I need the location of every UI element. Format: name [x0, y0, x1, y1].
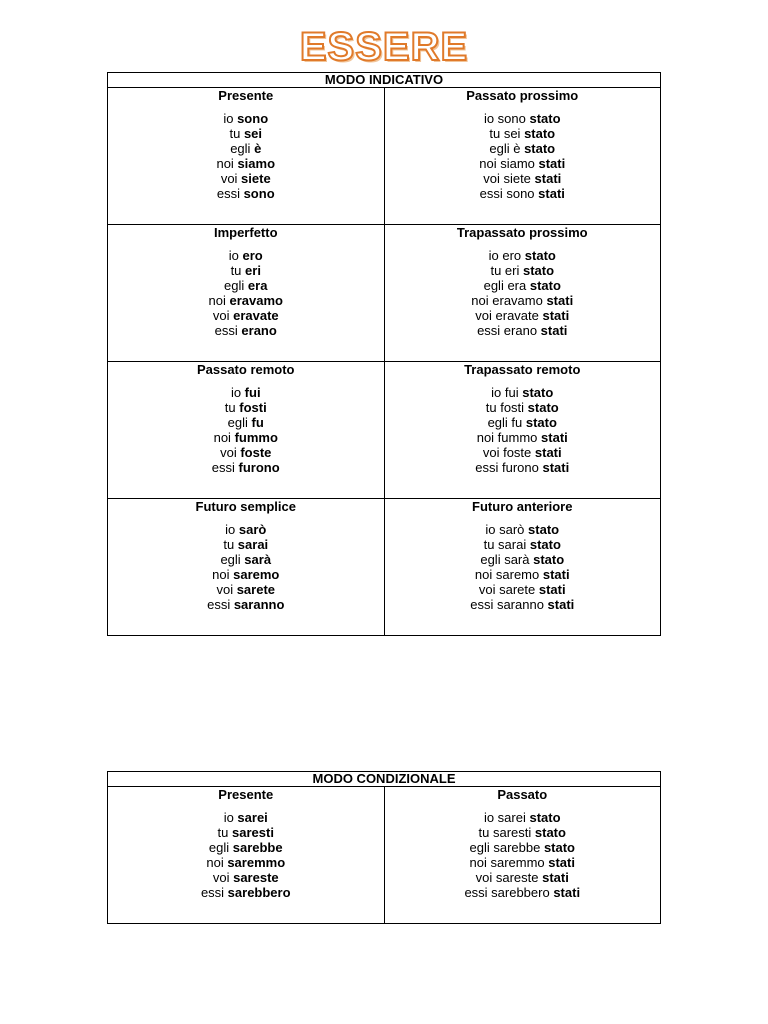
conjugation-line [108, 430, 384, 445]
conjugation-form: sarai [237, 537, 269, 552]
conjugation-prefix: tu fosti [485, 400, 528, 415]
conjugation-prefix: io sarei [483, 810, 530, 825]
conjugation-form: stato [527, 400, 559, 415]
conjugation-line [385, 522, 661, 537]
tense-cell-imperfetto [108, 225, 385, 362]
conjugation-line [108, 885, 384, 900]
conjugation-line [385, 186, 661, 201]
conjugation-prefix: essi erano [477, 323, 541, 338]
conjugation-prefix: tu sei [489, 126, 525, 141]
conjugation-prefix: voi sarete [478, 582, 539, 597]
conjugation-form: stati [534, 445, 562, 460]
conjugation-prefix: noi [213, 430, 235, 445]
conjugation-prefix: voi [212, 870, 234, 885]
conjugation-line [108, 460, 384, 475]
tense-cell-trapassato-remoto [384, 362, 661, 499]
conjugation-prefix: essi [207, 597, 234, 612]
conjugation-form: siamo [237, 156, 276, 171]
conjugation-form: siete [241, 171, 271, 186]
conjugation-prefix: voi [212, 308, 234, 323]
conjugation-form: stato [534, 825, 566, 840]
conjugation-form: stati [538, 186, 565, 201]
conjugation-line [108, 840, 384, 855]
conjugation-form: furono [238, 460, 280, 475]
conjugation-form: stato [529, 537, 561, 552]
tense-row [108, 225, 661, 362]
indicativo-header-row [108, 73, 661, 88]
conjugation-line [108, 308, 384, 323]
tense-name: Presente [218, 787, 274, 802]
conjugation-line [108, 445, 384, 460]
conjugation-line [385, 171, 661, 186]
conjugation-form: stato [525, 415, 557, 430]
conjugation-prefix: egli [224, 278, 248, 293]
conjugation-form: stati [540, 323, 568, 338]
conjugation-form: stati [538, 582, 566, 597]
conjugation-prefix: io sarò [485, 522, 529, 537]
conjugation-form: sarei [237, 810, 268, 825]
conjugation-prefix: noi siamo [479, 156, 539, 171]
conjugation-form: sarete [236, 582, 276, 597]
conjugation-line [385, 855, 661, 870]
conjugation-line [385, 248, 661, 263]
conjugation-line [385, 278, 661, 293]
conjugation-prefix: essi sarebbero [464, 885, 554, 900]
conjugation-prefix: egli sarà [480, 552, 534, 567]
conjugation-prefix: voi [216, 582, 237, 597]
conjugation-form: stato [522, 385, 554, 400]
conjugation-line [108, 385, 384, 400]
conjugation-line [108, 400, 384, 415]
conjugation-form: eravate [233, 308, 279, 323]
conjugation-line [108, 537, 384, 552]
tense-cell-passato-remoto [108, 362, 385, 499]
tense-row [108, 88, 661, 225]
conjugation-form: fummo [234, 430, 278, 445]
conjugation-line [385, 156, 661, 171]
conjugation-form: fui [244, 385, 261, 400]
conjugation-line [385, 263, 661, 278]
conjugation-form: stato [528, 522, 560, 537]
conjugation-line [108, 870, 384, 885]
conjugation-prefix: essi [216, 186, 244, 201]
conjugation-line [108, 293, 384, 308]
modo-indicativo-table [107, 72, 661, 636]
conjugation-prefix: io [223, 111, 238, 126]
conjugation-line [385, 537, 661, 552]
conjugation-form: sareste [233, 870, 279, 885]
conjugation-form: ero [242, 248, 263, 263]
tense-row [108, 499, 661, 636]
conjugation-line [385, 445, 661, 460]
conjugation-line [385, 552, 661, 567]
condizionale-body [108, 772, 661, 924]
conjugation-prefix: egli è [489, 141, 525, 156]
modo-condizionale-table [107, 771, 661, 924]
conjugation-prefix: voi [220, 445, 241, 460]
conjugation-form: stati [553, 885, 581, 900]
conjugation-form: stato [529, 111, 561, 126]
conjugation-form: foste [240, 445, 272, 460]
tense-cell-condizionale-passato [384, 787, 661, 924]
conjugation-prefix: tu eri [490, 263, 523, 278]
conjugation-prefix: io [223, 810, 238, 825]
tense-row [108, 362, 661, 499]
conjugation-line [108, 111, 384, 126]
conjugation-prefix: egli [227, 415, 252, 430]
tense-name: Passato remoto [196, 362, 295, 377]
conjugation-form: sarebbero [227, 885, 291, 900]
conjugation-form: sono [237, 111, 269, 126]
tense-name: Passato [497, 787, 548, 802]
conjugation-form: stati [548, 855, 575, 870]
conjugation-prefix: voi eravate [475, 308, 543, 323]
mode-header: MODO INDICATIVO [108, 73, 661, 88]
conjugation-line [385, 597, 661, 612]
conjugation-line [108, 186, 384, 201]
conjugation-line [108, 156, 384, 171]
mode-header: MODO CONDIZIONALE [108, 772, 661, 787]
conjugation-list [108, 385, 384, 475]
conjugation-form: stato [529, 810, 561, 825]
tense-cell-futuro-semplice [108, 499, 385, 636]
conjugation-prefix: tu [229, 126, 244, 141]
conjugation-prefix: tu [223, 537, 238, 552]
conjugation-line [385, 430, 661, 445]
conjugation-form: stato [522, 263, 555, 278]
conjugation-line [385, 141, 661, 156]
conjugation-list [385, 385, 661, 475]
conjugation-line [385, 415, 661, 430]
conjugation-form: stati [542, 308, 570, 323]
conjugation-form: stati [542, 567, 570, 582]
conjugation-line [385, 885, 661, 900]
conjugation-prefix: io [230, 385, 245, 400]
conjugation-line [108, 263, 384, 278]
conjugation-prefix: essi [200, 885, 228, 900]
conjugation-form: fosti [239, 400, 267, 415]
conjugation-line [385, 567, 661, 582]
conjugation-prefix: egli fu [487, 415, 526, 430]
tense-cell-condizionale-presente [108, 787, 385, 924]
tense-cell-passato-prossimo [384, 88, 661, 225]
conjugation-line [108, 582, 384, 597]
tense-cell-presente [108, 88, 385, 225]
conjugation-form: stati [538, 156, 566, 171]
conjugation-list [385, 248, 661, 338]
conjugation-form: sarò [238, 522, 267, 537]
conjugation-line [108, 126, 384, 141]
conjugation-line [108, 810, 384, 825]
conjugation-form: sarebbe [232, 840, 283, 855]
conjugation-line [108, 567, 384, 582]
conjugation-form: eravamo [229, 293, 283, 308]
conjugation-prefix: voi sareste [475, 870, 543, 885]
conjugation-list [108, 111, 384, 201]
tense-name: Passato prossimo [466, 88, 579, 103]
conjugation-form: stati [542, 460, 570, 475]
conjugation-prefix: noi saremmo [469, 855, 549, 870]
conjugation-prefix: essi [214, 323, 242, 338]
conjugation-prefix: voi siete [483, 171, 535, 186]
conjugation-line [385, 810, 661, 825]
conjugation-prefix: egli [208, 840, 233, 855]
conjugation-prefix: io [228, 248, 243, 263]
conjugation-line [108, 278, 384, 293]
conjugation-form: stati [534, 171, 562, 186]
tense-cell-trapassato-prossimo [384, 225, 661, 362]
conjugation-form: stato [524, 141, 556, 156]
conjugation-form: stati [541, 430, 568, 445]
conjugation-form: stato [529, 278, 561, 293]
conjugation-prefix: noi [208, 293, 230, 308]
conjugation-prefix: egli [220, 552, 245, 567]
conjugation-prefix: voi [220, 171, 242, 186]
tense-name: Trapassato prossimo [456, 225, 588, 240]
conjugation-line [385, 111, 661, 126]
conjugation-form: è [254, 141, 262, 156]
conjugation-line [108, 415, 384, 430]
conjugation-form: stati [547, 597, 575, 612]
conjugation-prefix: egli era [483, 278, 530, 293]
conjugation-prefix: egli sarebbe [469, 840, 544, 855]
conjugation-prefix: noi [212, 567, 234, 582]
tense-name: Futuro anteriore [472, 499, 573, 514]
conjugation-form: erano [241, 323, 277, 338]
conjugation-prefix: tu [224, 400, 240, 415]
conjugation-form: saremmo [227, 855, 286, 870]
conjugation-form: stato [524, 126, 556, 141]
tense-row [108, 787, 661, 924]
conjugation-prefix: io [225, 522, 239, 537]
conjugation-form: eri [245, 263, 261, 278]
indicativo-body [108, 73, 661, 636]
conjugation-list [108, 810, 384, 900]
conjugation-prefix: io fui [491, 385, 523, 400]
conjugation-form: stati [546, 293, 574, 308]
conjugation-form: fu [251, 415, 264, 430]
conjugation-line [385, 460, 661, 475]
conjugation-prefix: essi [211, 460, 239, 475]
conjugation-prefix: essi saranno [470, 597, 548, 612]
conjugation-prefix: voi foste [482, 445, 535, 460]
conjugation-line [385, 870, 661, 885]
conjugation-line [108, 141, 384, 156]
tense-name: Presente [218, 88, 274, 103]
tense-name: Trapassato remoto [464, 362, 581, 377]
conjugation-prefix: noi [206, 855, 228, 870]
conjugation-prefix: noi [216, 156, 238, 171]
conjugation-line [108, 825, 384, 840]
conjugation-prefix: egli [230, 141, 255, 156]
conjugation-list [385, 522, 661, 612]
conjugation-list [108, 522, 384, 612]
tense-name: Imperfetto [213, 225, 278, 240]
conjugation-form: sei [243, 126, 263, 141]
conjugation-prefix: io sono [483, 111, 530, 126]
conjugation-form: stati [542, 870, 569, 885]
conjugation-line [108, 855, 384, 870]
conjugation-line [108, 248, 384, 263]
conjugation-line [385, 582, 661, 597]
tense-name: Futuro semplice [195, 499, 296, 514]
conjugation-line [108, 171, 384, 186]
conjugation-form: sono [243, 186, 275, 201]
conjugation-prefix: essi furono [475, 460, 543, 475]
page-title: ESSERE [299, 25, 469, 69]
conjugation-form: saremo [233, 567, 280, 582]
conjugation-prefix: tu sarai [483, 537, 530, 552]
conjugation-prefix: io ero [488, 248, 525, 263]
conjugation-line [385, 840, 661, 855]
conjugation-prefix: noi fummo [476, 430, 542, 445]
conjugation-line [108, 552, 384, 567]
condizionale-header-row [108, 772, 661, 787]
conjugation-list [385, 111, 661, 201]
conjugation-line [108, 323, 384, 338]
conjugation-line [385, 323, 661, 338]
conjugation-form: stato [533, 552, 565, 567]
conjugation-line [385, 308, 661, 323]
conjugation-prefix: noi eravamo [471, 293, 547, 308]
conjugation-prefix: tu [217, 825, 233, 840]
conjugation-list [385, 810, 661, 900]
conjugation-list [108, 248, 384, 338]
conjugation-form: stato [543, 840, 575, 855]
conjugation-line [385, 385, 661, 400]
conjugation-line [385, 825, 661, 840]
conjugation-line [385, 126, 661, 141]
conjugation-form: saresti [232, 825, 274, 840]
conjugation-form: sarà [244, 552, 272, 567]
conjugation-form: stato [524, 248, 556, 263]
conjugation-form: saranno [233, 597, 285, 612]
conjugation-line [108, 522, 384, 537]
tense-cell-futuro-anteriore [384, 499, 661, 636]
conjugation-prefix: noi saremo [474, 567, 543, 582]
conjugation-prefix: tu saresti [478, 825, 535, 840]
conjugation-line [108, 597, 384, 612]
conjugation-prefix: essi sono [479, 186, 539, 201]
conjugation-prefix: tu [230, 263, 246, 278]
conjugation-form: era [247, 278, 268, 293]
conjugation-line [385, 400, 661, 415]
conjugation-line [385, 293, 661, 308]
